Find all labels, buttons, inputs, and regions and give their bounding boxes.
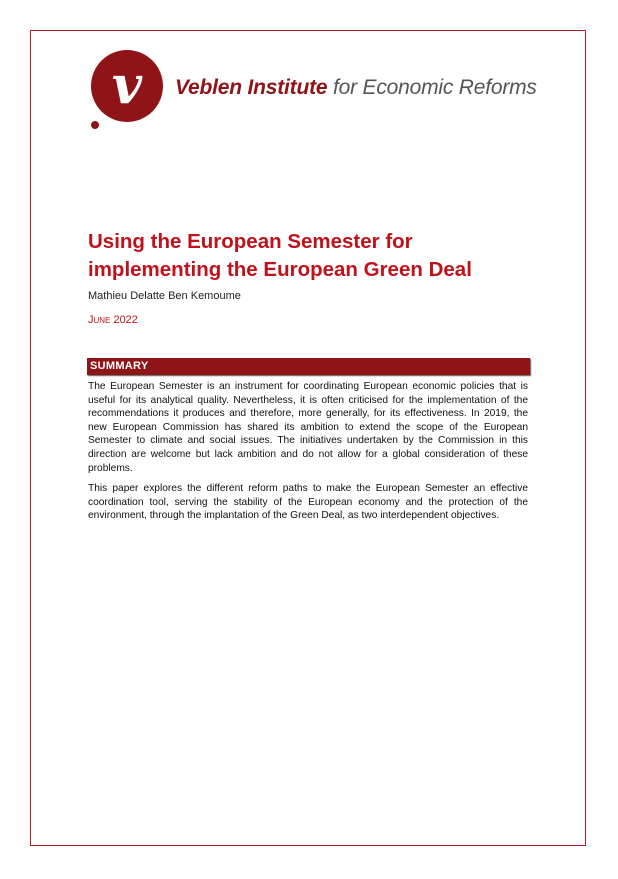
summary-paragraph-1: The European Semester is an instrument for coordinating European economic policies that is useful for its analytical quality. Nevertheless, it is often criticised for the implementation of the recommendations it produces and therefore, more generally, for its effectiveness. In 2019, the new European Commission has shared its ambition to extend the scope of the European Semester to climate and social issues. The initiatives undertaken by the Commission in this direction are welcome but lack ambition and do not allow for a global consideration of these problems. [88, 381, 528, 474]
logo-letter: v [111, 55, 143, 116]
publication-date: June 2022 [88, 314, 138, 326]
logo-tagline: for Economic Reforms [327, 76, 537, 99]
veblen-logo-icon [86, 48, 166, 132]
title-line-1: Using the European Semester for [88, 230, 413, 253]
logo-brand: Veblen Institute [175, 76, 328, 99]
summary-body [88, 380, 528, 530]
summary-paragraph-2: This paper explores the different reform paths to make the European Semester an effective coordination tool, serving the stability of the European economy and the protection of the environment, through the implantation of the Green Deal, as two interdependent objectives. [88, 483, 528, 522]
summary-heading: SUMMARY [87, 358, 530, 375]
title-line-2: implementing the European Green Deal [88, 258, 472, 281]
logo-wordmark [175, 76, 537, 100]
author: Mathieu Delatte Ben Kemoume [88, 290, 241, 302]
document-title [88, 228, 528, 284]
